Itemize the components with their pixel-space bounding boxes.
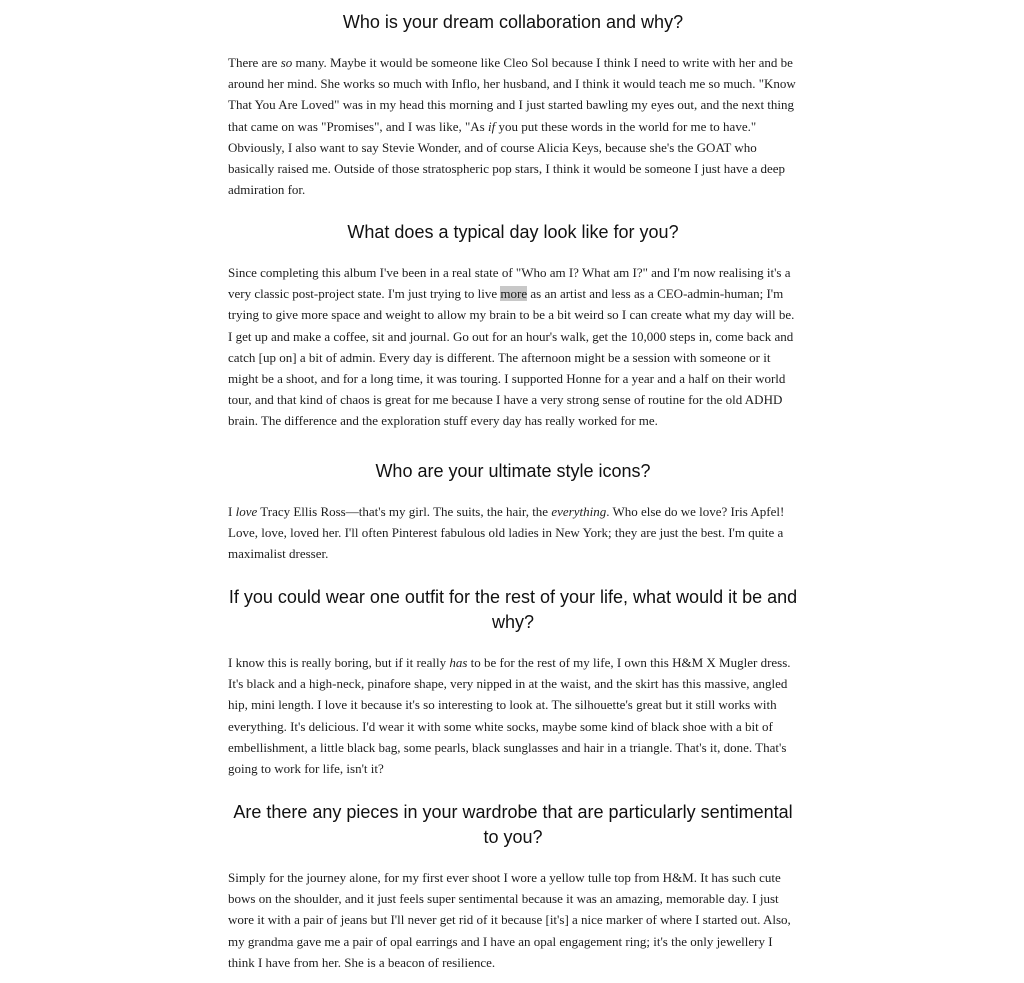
answer-text: you put these words in the world for me to have." Obviously, I also want to say Stevie Wonder, and of course Alicia Keys, because she's the GOAT who basically raised me. Outside of those stratospheric pop stars, I think it would be someone I just have a deep admiration for. (228, 118, 786, 198)
qa-section-sentimental-pieces (228, 800, 798, 973)
answer-paragraph (228, 501, 798, 565)
emphasis-text: so (280, 55, 293, 70)
question-heading: Are there any pieces in your wardrobe that are particularly sentimental to you? (233, 802, 793, 847)
answer-text: Since completing this album I've been in a real state of "Who am I? What am I?" and I'm now realising it's a very classic post-project state. I'm just trying to live (228, 265, 791, 302)
emphasis-text: love (235, 504, 258, 519)
question-heading: What does a typical day look like for you? (347, 222, 679, 242)
question-heading: Who are your ultimate style icons? (375, 461, 651, 481)
answer-paragraph (228, 867, 798, 973)
answer-paragraph (228, 52, 798, 200)
answer-text: . Who else do we love? Iris Apfel! Love, love, loved her. I'll often Pinterest fabulous old ladies in New York; they are just the best. I'm quite a maximalist dresser. (228, 504, 785, 562)
selected-text-highlight: more (500, 286, 528, 302)
qa-section-one-outfit (228, 585, 798, 779)
question-heading: Who is your dream collaboration and why? (342, 12, 684, 32)
emphasis-text: if (487, 118, 496, 134)
answer-text: many. Maybe it would be someone like Cleo Sol because I think I need to write with her and be around her mind. She works so much with Inflo, her husband, and I think it would teach me so much. "Know That You Are Loved" was in my head this morning and I just started bawling my eyes out, and the next thing that came on was "Promises", and I was like, "As (228, 55, 796, 134)
qa-section-collaboration (228, 10, 798, 200)
answer-text: I (228, 504, 236, 519)
answer-text: Tracy Ellis Ross—that's my girl. The suits, the hair, the (257, 504, 552, 519)
answer-text: to be for the rest of my life, I own this H&M X Mugler dress. It's black and a high-neck, pinafore shape, very nipped in at the waist, and the skirt has this massive, angled hip, mini length. I love it because it's so interesting to look at. The silhouette's great but it still works with everything. It's delicious. I'd wear it with some white socks, maybe some kind of black shoe with a bit of embellishment, a little black bag, some pearls, black sunglasses and hair in a triangle. That's it, done. That's going to work for life, isn't it? (228, 655, 791, 777)
answer-text: I know this is really boring, but if it really (228, 655, 450, 670)
qa-section-style-icons (228, 459, 798, 565)
answer-paragraph (228, 262, 798, 432)
question-heading: If you could wear one outfit for the rest of your life, what would it be and why? (228, 587, 798, 632)
qa-section-typical-day (228, 220, 798, 432)
emphasis-text: everything (551, 504, 607, 519)
answer-paragraph (228, 652, 798, 779)
answer-text: There are (228, 55, 281, 70)
answer-text: Simply for the journey alone, for my first ever shoot I wore a yellow tulle top from H&M. It has such cute bows on the shoulder, and it just feels super sentimental because it was an amazing, memorable day. I just wore it with a pair of jeans but I'll never get rid of it because [it's] a nice marker of where I started out. Also, my grandma gave me a pair of opal earrings and I have an opal engagement ring; it's the only jewellery I think I have from her. She is a beacon of resilience. (228, 870, 791, 970)
answer-text: as an artist and less as a CEO-admin-human; I'm trying to give more space and weight to allow my brain to be a bit weird so I can create what my day will be. I get up and make a coffee, sit and journal. Go out for an hour's walk, get the 10,000 steps in, come back and catch [up on] a bit of admin. Every day is different. The afternoon might be a session with someone or it might be a shoot, and for a long time, it was touring. I supported Honne for a year and a half on their world tour, and that kind of chaos is great for me because I have a very strong sense of routine for the old ADHD brain. The difference and the exploration stuff every day has really worked for me. (228, 286, 795, 429)
emphasis-text: has (449, 655, 468, 670)
